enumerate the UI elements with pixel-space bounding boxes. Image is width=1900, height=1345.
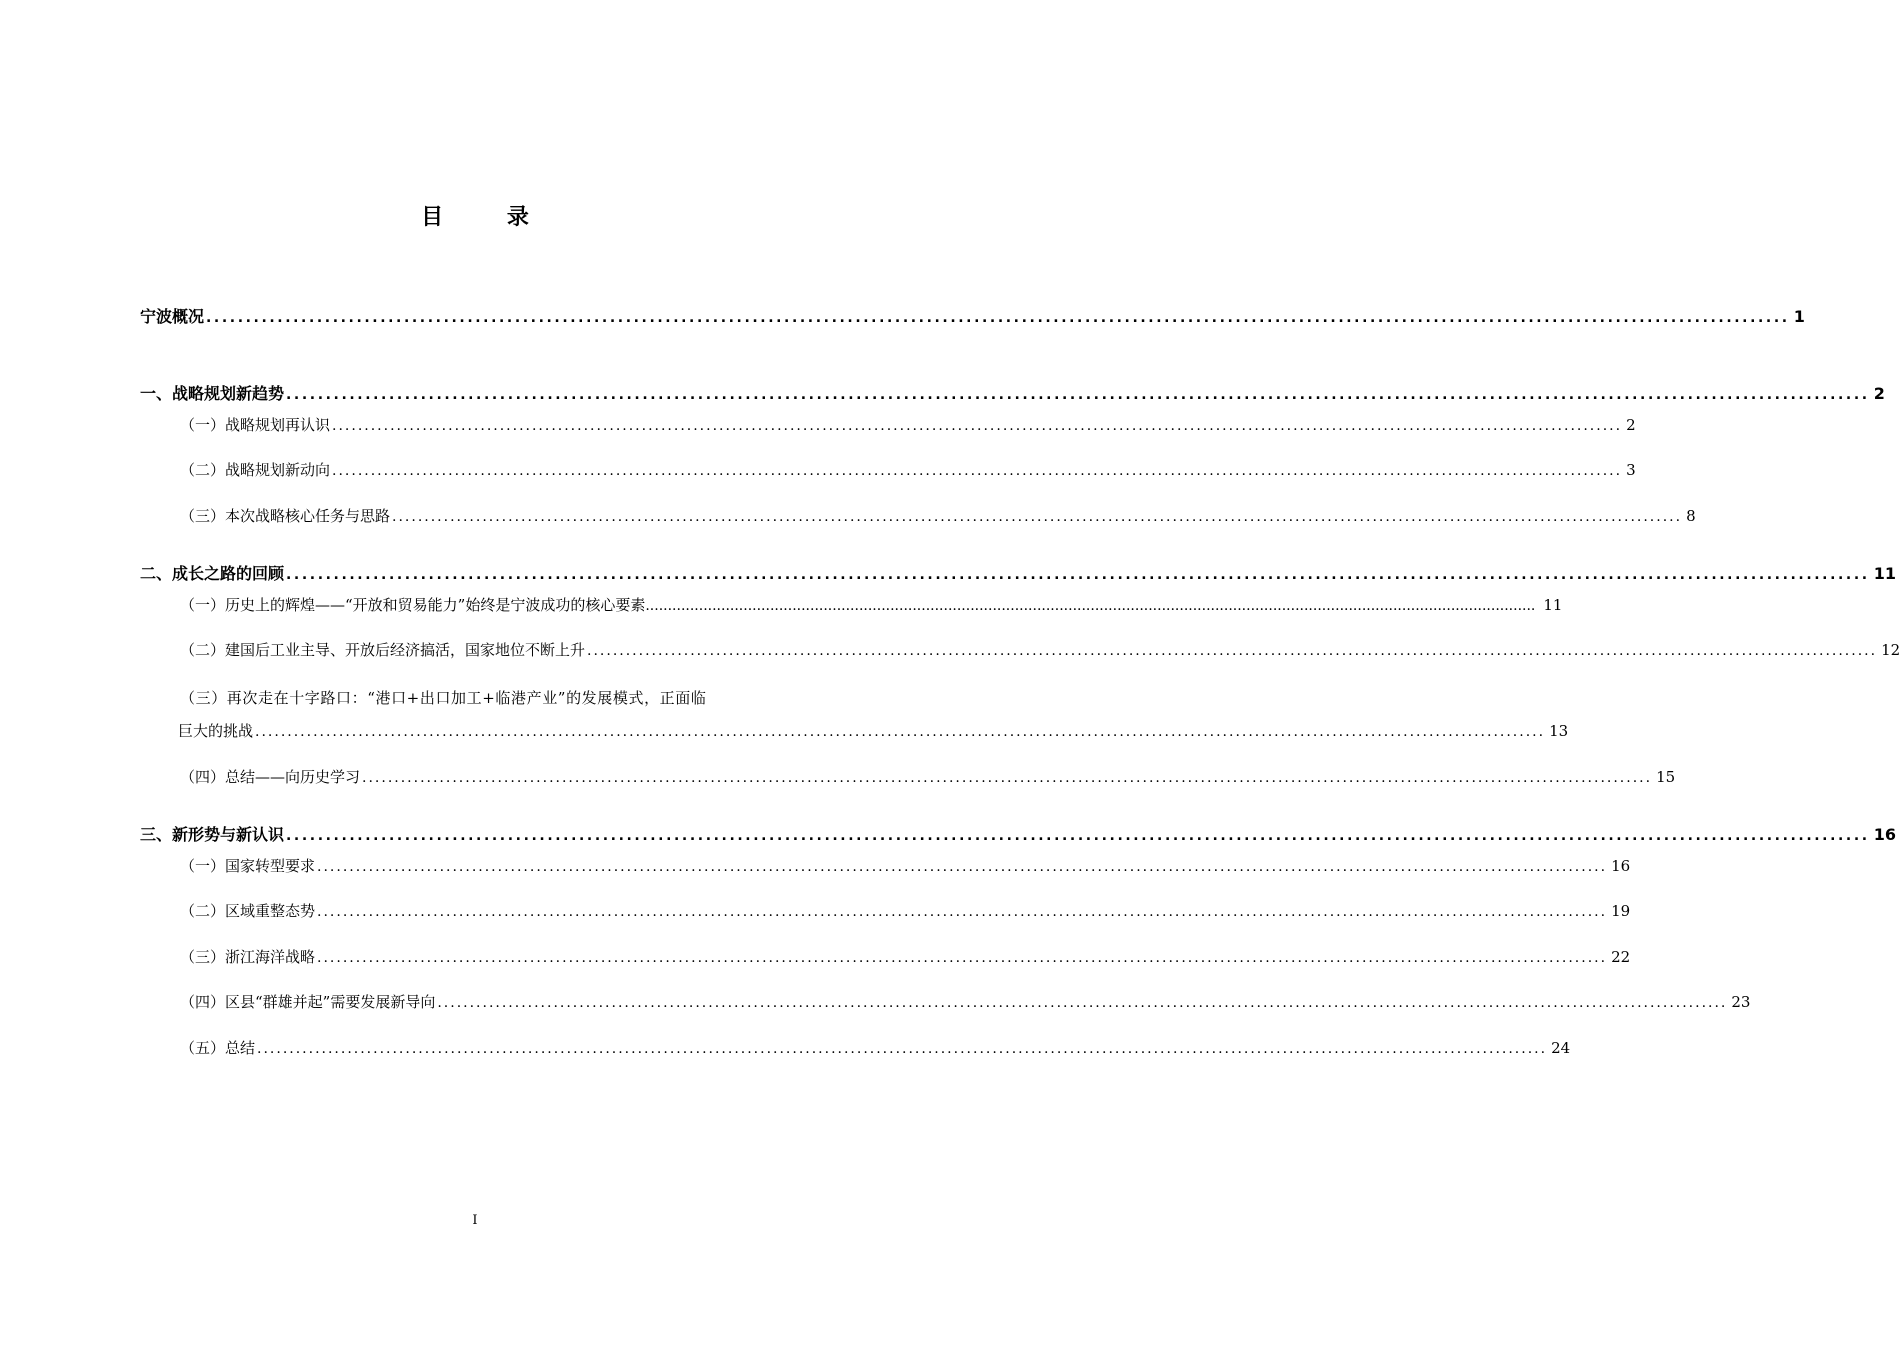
toc-section-3-4[interactable] bbox=[180, 991, 1751, 1012]
toc-entry-page: 1 bbox=[1793, 307, 1805, 326]
toc-entry-label: （四）总结——向历史学习 bbox=[180, 768, 361, 786]
toc-entry-page: 8 bbox=[1686, 507, 1696, 525]
toc-chapter-1[interactable] bbox=[140, 381, 1885, 404]
toc-entry-page: 11 bbox=[1543, 596, 1563, 614]
toc-section-1-2[interactable] bbox=[180, 459, 1636, 480]
toc-chapter-2[interactable] bbox=[140, 561, 1896, 584]
toc-entry-page: 16 bbox=[1611, 857, 1631, 875]
toc-entry-label: （二）建国后工业主导、开放后经济搞活，国家地位不断上升 bbox=[180, 641, 586, 659]
dot-leader: ........................................................................................................................................................................................................ bbox=[645, 598, 1536, 614]
toc-entry-page: 2 bbox=[1873, 384, 1885, 403]
toc-section-2-2[interactable] bbox=[180, 639, 1900, 660]
page-number: I bbox=[472, 1213, 478, 1228]
toc-entry-page: 2 bbox=[1626, 416, 1636, 434]
toc-section-2-1[interactable] bbox=[180, 594, 1563, 615]
toc-entry-label: （一）战略规划再认识 bbox=[180, 416, 331, 434]
toc-entry-page: 12 bbox=[1881, 641, 1900, 659]
toc-chapter-3[interactable] bbox=[140, 822, 1896, 845]
dot-leader: ........................................................................................................................................................................................................ bbox=[286, 567, 1870, 583]
dot-leader: ........................................................................................................................................................................................................ bbox=[362, 770, 1653, 786]
toc-entry-page: 15 bbox=[1656, 768, 1676, 786]
toc-entry-label: （三）浙江海洋战略 bbox=[180, 948, 316, 966]
dot-leader: ........................................................................................................................................................................................................ bbox=[587, 643, 1878, 659]
toc-entry-page: 11 bbox=[1873, 564, 1896, 583]
toc-section-3-2[interactable] bbox=[180, 900, 1631, 921]
toc-entry-label: （一）国家转型要求 bbox=[180, 857, 316, 875]
dot-leader: ........................................................................................................................................................................................................ bbox=[206, 310, 1790, 326]
dot-leader: ........................................................................................................................................................................................................ bbox=[286, 387, 1870, 403]
dot-leader: ........................................................................................................................................................................................................ bbox=[317, 904, 1608, 920]
dot-leader: ........................................................................................................................................................................................................ bbox=[255, 724, 1546, 740]
dot-leader: ........................................................................................................................................................................................................ bbox=[332, 418, 1623, 434]
toc-entry-page: 22 bbox=[1611, 948, 1631, 966]
toc-section-3-1[interactable] bbox=[180, 855, 1631, 876]
toc-section-2-3-line1[interactable]: （三）再次走在十字路口：“港口+出口加工+临港产业”的发展模式，正面临 bbox=[180, 689, 707, 707]
dot-leader: ........................................................................................................................................................................................................ bbox=[257, 1041, 1548, 1057]
toc-entry-label: 二、成长之路的回顾 bbox=[140, 564, 285, 583]
dot-leader: ........................................................................................................................................................................................................ bbox=[286, 828, 1870, 844]
toc-entry-page: 23 bbox=[1731, 993, 1751, 1011]
dot-leader: ........................................................................................................................................................................................................ bbox=[332, 463, 1623, 479]
toc-section-2-4[interactable] bbox=[180, 766, 1676, 787]
toc-entry-page: 16 bbox=[1873, 825, 1896, 844]
toc-section-3-5[interactable] bbox=[180, 1037, 1571, 1058]
toc-entry-page: 3 bbox=[1626, 461, 1636, 479]
toc-entry-label: （一）历史上的辉煌——“开放和贸易能力”始终是宁波成功的核心要素 bbox=[180, 596, 646, 614]
toc-entry-label: （二）区域重整态势 bbox=[180, 902, 316, 920]
toc-entry-label: 宁波概况 bbox=[140, 307, 205, 326]
dot-leader: ........................................................................................................................................................................................................ bbox=[317, 950, 1608, 966]
toc-entry-page: 13 bbox=[1549, 722, 1569, 740]
toc-entry-overview[interactable] bbox=[140, 304, 1805, 327]
toc-section-3-3[interactable] bbox=[180, 946, 1631, 967]
dot-leader: ........................................................................................................................................................................................................ bbox=[437, 995, 1728, 1011]
toc-entry-label: 三、新形势与新认识 bbox=[140, 825, 285, 844]
toc-entry-label: （二）战略规划新动向 bbox=[180, 461, 331, 479]
toc-entry-label: （三）本次战略核心任务与思路 bbox=[180, 507, 391, 525]
dot-leader: ........................................................................................................................................................................................................ bbox=[392, 509, 1683, 525]
toc-entry-page: 24 bbox=[1551, 1039, 1571, 1057]
toc-entry-label: 巨大的挑战 bbox=[178, 722, 254, 740]
toc-entry-page: 19 bbox=[1611, 902, 1631, 920]
toc-section-1-1[interactable] bbox=[180, 414, 1636, 435]
toc-entry-label: （四）区县“群雄并起”需要发展新导向 bbox=[180, 993, 436, 1011]
toc-entry-label: 一、战略规划新趋势 bbox=[140, 384, 285, 403]
toc-entry-label: （五）总结 bbox=[180, 1039, 256, 1057]
toc-section-1-3[interactable] bbox=[180, 505, 1696, 526]
dot-leader: ........................................................................................................................................................................................................ bbox=[317, 859, 1608, 875]
toc-section-2-3[interactable] bbox=[178, 720, 1569, 741]
toc-title: 目 录 bbox=[421, 205, 557, 230]
